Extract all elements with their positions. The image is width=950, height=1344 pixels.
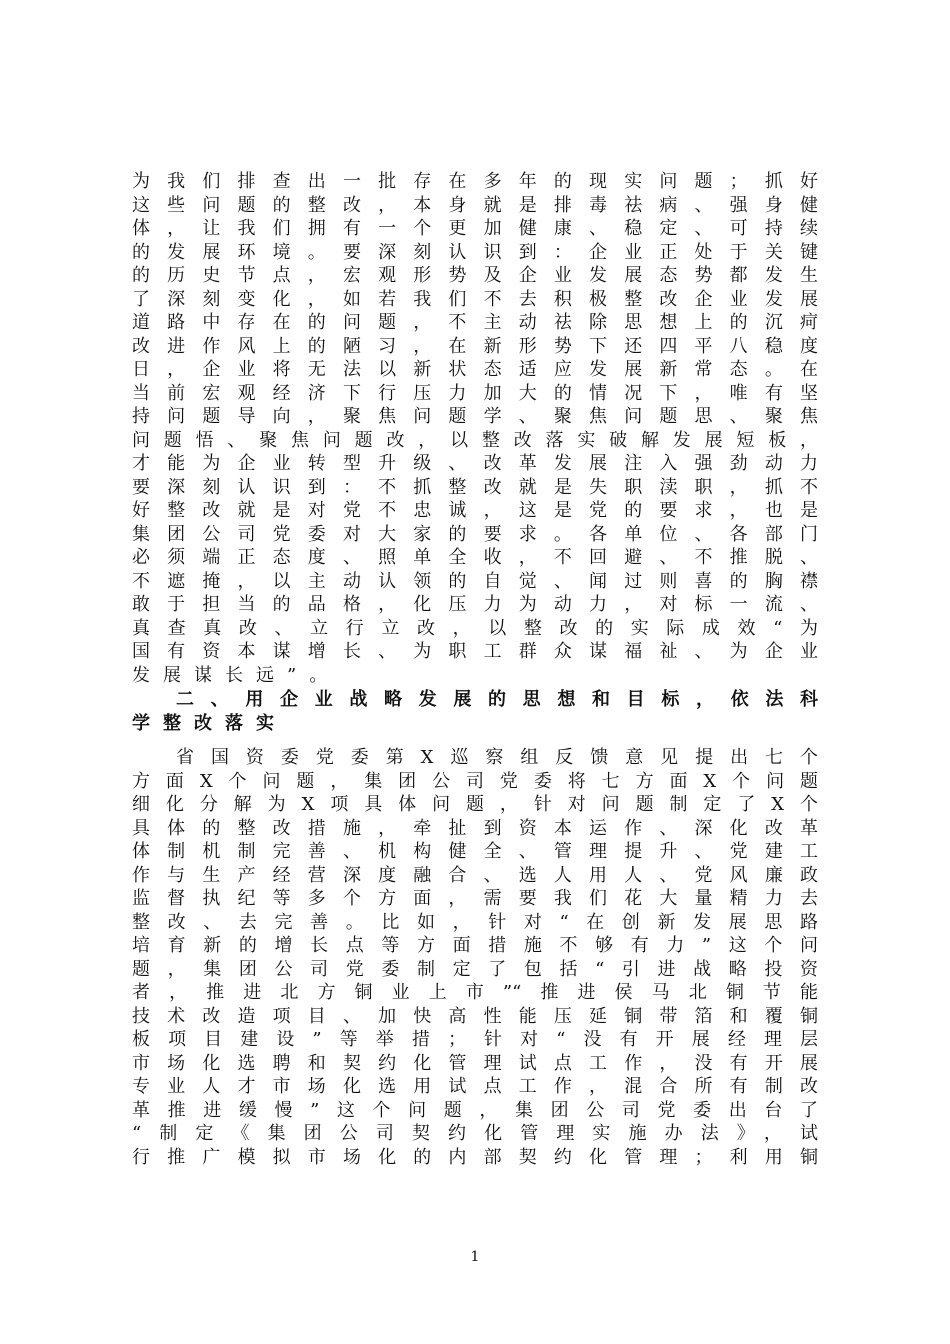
paragraph1-line: 敢于担当的品格，化压力为动力，对标一流、 <box>132 594 818 615</box>
paragraph1-line: 必须端正态度、照单全收，不回避、不推脱、 <box>132 547 818 568</box>
paragraph1-line: 要深刻认识到：不抓整改就是失职渎职，抓不 <box>132 476 818 498</box>
paragraph2-line: 方面X个问题，集团公司党委将七方面X个问题 <box>132 770 818 792</box>
paragraph1-line: 不遮掩，以主动认领的自觉、闻过则喜的胸襟 <box>132 570 818 592</box>
paragraph1-line: 的发展环境。要深刻认识到：企业正处于关键 <box>132 241 818 263</box>
paragraph2-line: 培育新的增长点等方面措施不够有力”这个问 <box>132 935 818 956</box>
paragraph-1 <box>132 170 818 687</box>
paragraph2-line: 细化分解为X项具体问题，针对问题制定了X个 <box>132 794 818 815</box>
paragraph2-line: 监督执纪等多个方面，需要我们花大量精力去 <box>132 888 818 909</box>
paragraph1-line: 道路中存在的问题，不主动祛除思想上的沉疴 <box>132 312 818 333</box>
paragraph1-line: 国有资本谋增长、为职工群众谋福祉、为企业 <box>132 641 818 662</box>
paragraph1-line: 为我们排查出一批存在多年的现实问题；抓好 <box>132 171 818 192</box>
section-heading <box>132 688 818 735</box>
paragraph2-line: 作与生产经营深度融合、选人用人、党风廉政 <box>132 864 818 886</box>
paragraph2-line: 行推广模拟市场化的内部契约化管理；利用铜 <box>132 1146 818 1168</box>
paragraph1-line: 这些问题的整改，本身就是排毒祛病、强身健 <box>132 194 818 216</box>
paragraph2-line: 革推进缓慢”这个问题，集团公司党委出台了 <box>132 1099 818 1121</box>
paragraph2-line: 体制机制完善、机构健全、管理提升、党建工 <box>132 841 818 862</box>
paragraph2-line: 整改、去完善。比如，针对“在创新发展思路 <box>132 911 818 933</box>
paragraph1-line: 了深刻变化，如若我们不去积极整改企业发展 <box>132 288 818 310</box>
paragraph2-line: 专业人才市场化选用试点工作，混合所有制改 <box>132 1076 818 1097</box>
paragraph1-line: 问题悟、聚焦问题改，以整改落实破解发展短板， <box>132 429 818 451</box>
paragraph1-line: 当前宏观经济下行压力加大的情况下，唯有坚 <box>132 382 818 404</box>
paragraph1-line: 改进作风上的陋习，在新形势下还四平八稳度 <box>132 335 818 357</box>
paragraph1-line: 体，让我们拥有一个更加健康、稳定、可持续 <box>132 218 818 239</box>
paragraph1-line: 真查真改、立行立改，以整改的实际成效“为 <box>132 617 818 639</box>
paragraph2-line: 具体的整改措施，牵扯到资本运作、深化改革 <box>132 817 818 839</box>
paragraph2-line: 者，推进北方铜业上市”“推进侯马北铜节能 <box>132 982 818 1003</box>
paragraph2-line: 省国资委党委第X巡察组反馈意见提出七个 <box>176 747 818 768</box>
paragraph1-line: 的历史节点，宏观形势及企业发展态势都发生 <box>132 265 818 286</box>
paragraph2-line: 技术改造项目、加快高性能压延铜带箔和覆铜 <box>132 1005 818 1027</box>
heading-line: 学整改落实 <box>132 712 287 734</box>
heading-line: 二、用企业战略发展的思想和目标，依法科 <box>176 689 818 710</box>
paragraph2-line: 板项目建设”等举措；针对“没有开展经理层 <box>132 1029 818 1050</box>
paragraph1-line: 日，企业将无法以新状态适应发展新常态。在 <box>132 359 818 380</box>
paragraph1-line: 发展谋长远”。 <box>132 664 341 686</box>
paragraph1-line: 持问题导向，聚焦问题学、聚焦问题思、聚焦 <box>132 406 818 427</box>
paragraph-2 <box>132 746 818 1169</box>
paragraph1-line: 集团公司党委对大家的要求。各单位、各部门 <box>132 523 818 545</box>
page-number: 1 <box>470 1249 480 1265</box>
paragraph1-line: 好整改就是对党不忠诚，这是党的要求，也是 <box>132 500 818 521</box>
paragraph2-line: “制定《集团公司契约化管理实施办法》，试 <box>132 1123 818 1144</box>
paragraph2-line: 市场化选聘和契约化管理试点工作，没有开展 <box>132 1052 818 1074</box>
paragraph2-line: 题，集团公司党委制定了包括“引进战略投资 <box>132 958 818 980</box>
paragraph1-line: 才能为企业转型升级、改革发展注入强劲动力 <box>132 453 818 474</box>
